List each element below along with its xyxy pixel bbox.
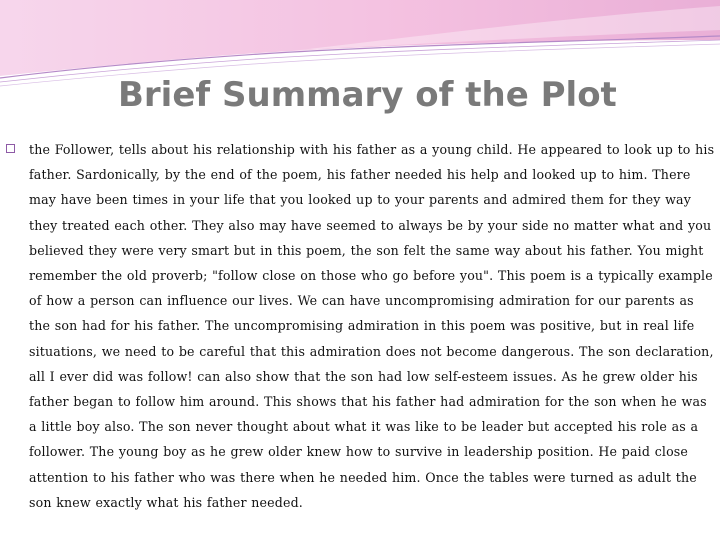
slide-title: Brief Summary of the Plot xyxy=(118,75,617,115)
slide-body-text: the Follower, tells about his relationship with his father as a young child. He appeared to look up to his father. Sardonically, by the end of the poem, his father needed his help and looked up to him. There may have been times in your life that you looked up to your parents and admired them for they way they treated each other. They also may have seemed to always be by your side no matter what and you believed they were very smart but in this poem, the son felt the same way about his father. You might remember the old proverb; "follow close on those who go before you". This poem is a typically example of how a person can influence our lives. We can have uncompromising admiration for our parents as the son had for his father. The uncompromising admiration in this poem was positive, but in real life situations, we need to be careful that this admiration does not become dangerous. The son declaration, all I ever did was follow! can also show that the son had low self-esteem issues. As he grew older his father began to follow him around. This shows that his father had admiration for the son when he was a little boy also. The son never thought about what it was like to be leader but accepted his role as a follower. The young boy as he grew older knew how to survive in leadership position. He paid close attention to his father who was there when he needed him. Once the tables were turned as adult the son knew exactly what his father needed. xyxy=(29,142,715,510)
bullet-square-icon xyxy=(6,144,15,153)
